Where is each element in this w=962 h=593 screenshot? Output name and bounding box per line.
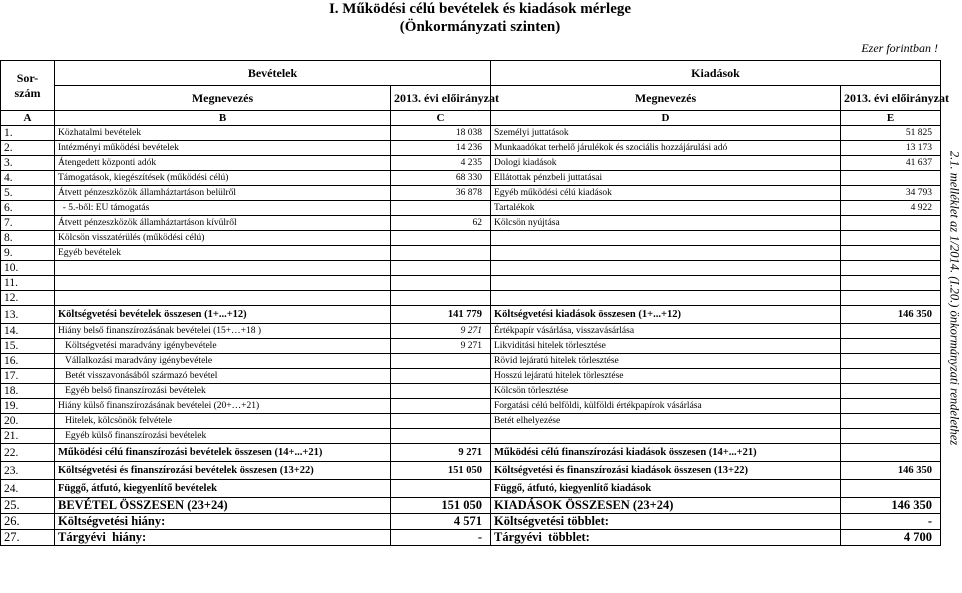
revenue-name: Betét visszavonásából származó bevétel [55,369,391,384]
annex-note: 2.1. melléklet az 1/2014. (I.20.) önkormányzati rendelethez [947,150,962,446]
expense-name: KIADÁSOK ÖSSZESEN (23+24) [491,498,841,514]
expense-value [841,216,941,231]
row-number: 26. [1,514,55,530]
revenue-name: Függő, átfutó, kiegyenlítő bevételek [55,480,391,498]
revenue-value [391,480,491,498]
revenue-name: Működési célú finanszírozási bevételek összesen (14+...+21) [55,444,391,462]
table-row [1,514,941,530]
expense-value: 4 922 [841,201,941,216]
revenue-value: 4 235 [391,156,491,171]
expense-name: Tárgyévi többlet: [491,530,841,546]
revenue-name: Átengedett központi adók [55,156,391,171]
page-subtitle: (Önkormányzati szinten) [399,19,561,35]
expense-value [841,276,941,291]
row-number: 15. [1,339,55,354]
expense-name: Költségvetési többlet: [491,514,841,530]
revenue-value [391,429,491,444]
column-letter-d: D [491,111,841,126]
table-row [1,339,941,354]
row-number: 11. [1,276,55,291]
header-row-columns [1,86,941,111]
table-row [1,231,941,246]
row-number: 23. [1,462,55,480]
revenue-value: 62 [391,216,491,231]
row-number: 22. [1,444,55,462]
expense-value [841,429,941,444]
row-number: 24. [1,480,55,498]
revenue-name: - 5.-ből: EU támogatás [55,201,391,216]
expense-name: Ellátottak pénzbeli juttatásai [491,171,841,186]
expense-name: Költségvetési és finanszírozási kiadások összesen (13+22) [491,462,841,480]
revenue-name [55,261,391,276]
expense-value [841,399,941,414]
expense-name: Hosszú lejáratú hitelek törlesztése [491,369,841,384]
expense-value: 51 825 [841,126,941,141]
table-row [1,399,941,414]
page-title: I. Működési célú bevételek és kiadások mérlege [328,1,632,17]
expense-value [841,231,941,246]
expense-value: 34 793 [841,186,941,201]
expense-name: Kölcsön nyújtása [491,216,841,231]
expense-value [841,354,941,369]
header-row-letters [1,111,941,126]
revenue-name [55,276,391,291]
expense-name [491,291,841,306]
revenue-value: 9 271 [391,324,491,339]
expense-name: Likviditási hitelek törlesztése [491,339,841,354]
revenue-value [391,354,491,369]
table-row [1,444,941,462]
expense-value [841,246,941,261]
expense-name: Rövid lejáratú hitelek törlesztése [491,354,841,369]
expense-name: Működési célú finanszírozási kiadások összesen (14+...+21) [491,444,841,462]
table-row [1,306,941,324]
revenue-value [391,276,491,291]
row-number: 16. [1,354,55,369]
expense-value: 4 700 [841,530,941,546]
revenue-name: Költségvetési hiány: [55,514,391,530]
header-eloiranyzat-bevetel: 2013. évi előirányzat [391,86,491,111]
table-row [1,354,941,369]
row-number: 20. [1,414,55,429]
revenue-name: Költségvetési bevételek összesen (1+...+12) [55,306,391,324]
row-number: 25. [1,498,55,514]
revenue-value: 18 038 [391,126,491,141]
expense-name: Egyéb működési célú kiadások [491,186,841,201]
revenue-value: - [391,530,491,546]
header-megnevezes-kiadas: Megnevezés [491,86,841,111]
revenue-value: 68 330 [391,171,491,186]
expense-name: Függő, átfutó, kiegyenlítő kiadások [491,480,841,498]
revenue-name: Kölcsön visszatérülés (működési célú) [55,231,391,246]
expense-value: 13 173 [841,141,941,156]
table-row [1,462,941,480]
row-number: 3. [1,156,55,171]
expense-name: Költségvetési kiadások összesen (1+...+12) [491,306,841,324]
expense-value [841,384,941,399]
row-number: 4. [1,171,55,186]
revenue-name: BEVÉTEL ÖSSZESEN (23+24) [55,498,391,514]
row-number: 14. [1,324,55,339]
expense-name: Tartalékok [491,201,841,216]
revenue-name: Intézményi működési bevételek [55,141,391,156]
column-letter-c: C [391,111,491,126]
expense-name: Forgatási célú belföldi, külföldi értékpapírok vásárlása [491,399,841,414]
expense-name: Munkaadókat terhelő járulékok és szociális hozzájárulási adó [491,141,841,156]
table-row [1,156,941,171]
row-number: 5. [1,186,55,201]
expense-value [841,291,941,306]
table-row [1,201,941,216]
table-row [1,480,941,498]
row-number: 9. [1,246,55,261]
revenue-name: Vállalkozási maradvány igénybevétele [55,354,391,369]
expense-value: 146 350 [841,462,941,480]
table-row [1,369,941,384]
expense-value [841,339,941,354]
revenue-value [391,399,491,414]
row-number: 6. [1,201,55,216]
expense-value: 41 637 [841,156,941,171]
balance-table [0,60,949,546]
row-number: 10. [1,261,55,276]
row-number: 2. [1,141,55,156]
revenue-name: Közhatalmi bevételek [55,126,391,141]
expense-value: 146 350 [841,306,941,324]
revenue-value [391,201,491,216]
revenue-value [391,291,491,306]
row-number: 18. [1,384,55,399]
column-letter-a: A [1,111,55,126]
header-kiadasok: Kiadások [491,61,941,86]
revenue-value [391,246,491,261]
column-letter-e: E [841,111,941,126]
expense-name: Dologi kiadások [491,156,841,171]
header-megnevezes-bevetel: Megnevezés [55,86,391,111]
table-row [1,324,941,339]
revenue-name: Támogatások, kiegészítések (működési célú) [55,171,391,186]
revenue-value: 4 571 [391,514,491,530]
table-row [1,291,941,306]
table-row [1,498,941,514]
expense-name: Személyi juttatások [491,126,841,141]
table-row [1,246,941,261]
header-eloiranyzat-kiadas: 2013. évi előirányzat [841,86,941,111]
revenue-value: 14 236 [391,141,491,156]
revenue-name: Egyéb külső finanszírozási bevételek [55,429,391,444]
row-number: 1. [1,126,55,141]
revenue-value [391,231,491,246]
row-number: 12. [1,291,55,306]
revenue-name: Költségvetési és finanszírozási bevételek összesen (13+22) [55,462,391,480]
expense-name: Kölcsön törlesztése [491,384,841,399]
revenue-value [391,414,491,429]
revenue-name: Hiány belső finanszírozásának bevételei (15+…+18 ) [55,324,391,339]
table-row [1,276,941,291]
expense-name: Értékpapír vásárlása, visszavásárlása [491,324,841,339]
expense-value [841,171,941,186]
expense-value: - [841,514,941,530]
revenue-name: Hiány külső finanszírozásának bevételei (20+…+21) [55,399,391,414]
revenue-name: Egyéb belső finanszírozási bevételek [55,384,391,399]
table-row [1,126,941,141]
unit-note: Ezer forintban ! [861,41,938,55]
header-bevetelek: Bevételek [55,61,491,86]
row-number: 21. [1,429,55,444]
expense-value [841,324,941,339]
table-row [1,141,941,156]
revenue-value [391,369,491,384]
expense-name [491,261,841,276]
table-row [1,530,941,546]
revenue-value: 151 050 [391,462,491,480]
revenue-name: Költségvetési maradvány igénybevétele [55,339,391,354]
expense-value [841,444,941,462]
table-row [1,171,941,186]
table-row [1,384,941,399]
row-number: 7. [1,216,55,231]
row-number: 27. [1,530,55,546]
row-number: 13. [1,306,55,324]
expense-value [841,369,941,384]
revenue-value [391,384,491,399]
revenue-name: Átvett pénzeszközök államháztartáson belülről [55,186,391,201]
expense-value [841,480,941,498]
expense-name: Betét elhelyezése [491,414,841,429]
revenue-value: 36 878 [391,186,491,201]
expense-name [491,429,841,444]
revenue-value: 9 271 [391,339,491,354]
row-number: 8. [1,231,55,246]
revenue-value: 151 050 [391,498,491,514]
revenue-value [391,261,491,276]
expense-name [491,276,841,291]
revenue-name [55,291,391,306]
revenue-name: Átvett pénzeszközök államháztartáson kívülről [55,216,391,231]
table-row [1,429,941,444]
row-number: 19. [1,399,55,414]
header-sorszam: Sor- szám [1,61,55,111]
revenue-value: 141 779 [391,306,491,324]
column-letter-b: B [55,111,391,126]
table-row [1,186,941,201]
row-number: 17. [1,369,55,384]
expense-value [841,414,941,429]
header-row-groups [1,61,941,86]
expense-name [491,231,841,246]
expense-value: 146 350 [841,498,941,514]
revenue-name: Egyéb bevételek [55,246,391,261]
table-row [1,261,941,276]
revenue-name: Tárgyévi hiány: [55,530,391,546]
revenue-value: 9 271 [391,444,491,462]
expense-name [491,246,841,261]
revenue-name: Hitelek, kölcsönök felvétele [55,414,391,429]
expense-value [841,261,941,276]
table-row [1,216,941,231]
table-row [1,414,941,429]
